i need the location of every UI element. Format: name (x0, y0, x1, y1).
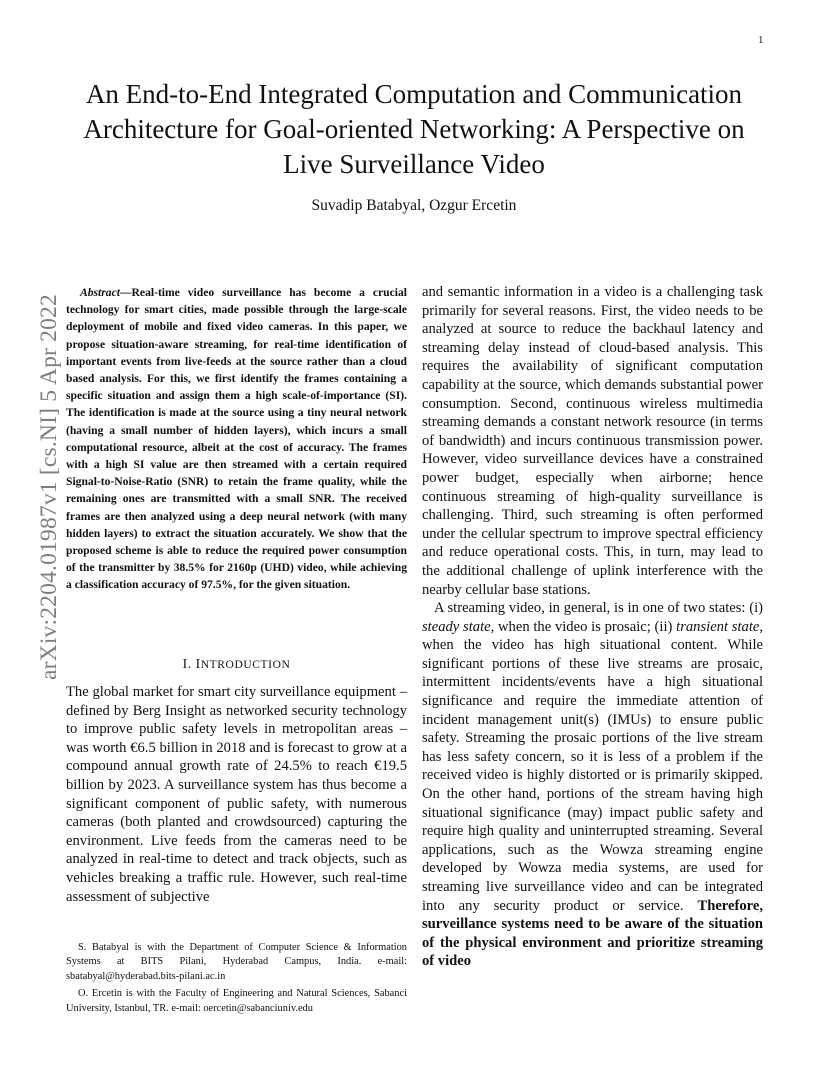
paper-title: An End-to-End Integrated Computation and Communication Architecture for Goal-oriented Networking: A Perspective on Live Surveillance Video (83, 79, 745, 179)
footnote-author-2: O. Ercetin is with the Faculty of Engineering and Natural Sciences, Sabanci University, Istanbul, TR. e-mail: oercetin@sabanciuniv.edu (66, 988, 407, 1014)
intro-paragraph: The global market for smart city surveillance equipment – defined by Berg Insight as networked security technology to improve public safety levels in metropolitan areas – was worth €6.5 billion in 2018 and is forecast to grow at a compound annual growth rate of 24.5% to reach €19.5 billion by 2023. A surveillance system has thus become a significant component of public safety, with numerous cameras (both planted and crowdsourced) capturing the environment. Live feeds from the cameras need to be analyzed in real-time to detect and track objects, such as vehicles breaking a traffic rule. However, such real-time assessment of subjective (66, 684, 407, 905)
abstract-text: —Real-time video surveillance has become a crucial technology for smart cities, made possible through the large-scale deployment of mobile and fixed video cameras. In this paper, we propose situation-aware streaming, for real-time identification of important events from live-feeds at the source rather than a cloud based analysis. For this, we first identify the frames containing a specific situation and assign them a high scale-of-importance (SI). The identification is made at the source using a tiny neural network (having a small number of hidden layers), which incurs a small computational resource, albeit at the cost of accuracy. The frames with a high SI value are then streamed with a certain required Signal-to-Noise-Ratio (SNR) to retain the frame quality, while the remaining ones are transmitted with a small SNR. The received frames are then analyzed using a deep neural network (with many hidden layers) to extract the situation accurately. We show that the proposed scheme is able to reduce the required power consumption of the transmitter by 38.5% for 2160p (UHD) video, while achieving a classification accuracy of 97.5%, for the given situation. (66, 286, 407, 592)
right-column (422, 283, 763, 971)
footnotes (66, 941, 407, 1019)
para2-text-3: , when the video has high situational content. While significant portions of these live streams are prosaic, intermittent incidents/events have a high situational significance and require the immediate attention of incident management unit(s) (IMUs) to ensure public safety. Streaming the prosaic portions of the live stream has less safety concern, so it is less of a problem if the received video is highly distorted or is primarily skipped. On the other hand, portions of the stream having high situational significance (may) impact public safety and require high quality and uninterrupted streaming. Several applications, such as the Wowza streaming engine developed by Wowza media systems, are used for streaming live surveillance video and can be integrated into any security product or service. (422, 618, 764, 914)
page-number: 1 (758, 34, 764, 46)
abstract (66, 284, 407, 594)
arxiv-identifier: arXiv:2204.01987v1 [cs.NI] 5 Apr 2022 (36, 294, 62, 680)
term-steady-state: steady state (422, 618, 491, 635)
section-heading-introduction (66, 656, 407, 672)
footnote-author-1: S. Batabyal is with the Department of Computer Science & Information Systems at BITS Pilani, Hyderabad Campus, India. e-mail: sbatabyal@hyderabad.bits-pilani.ac.in (66, 942, 407, 982)
section-number: I. I (182, 656, 201, 671)
para2-text-1: A streaming video, in general, is in one of two states: (i) (434, 600, 763, 617)
para2-text-2: , when the video is prosaic; (ii) (490, 618, 677, 635)
body-paragraph-2 (422, 599, 763, 971)
author-list: Suvadip Batabyal, Ozgur Ercetin (311, 197, 517, 214)
term-transient-state: transient state (676, 618, 760, 635)
body-paragraph-1: and semantic information in a video is a challenging task primarily for several reasons. First, the video needs to be analyzed at source to reduce the backhaul latency and streaming delay instead of cloud-based analysis. This requires the availability of significant computation capability at the source, which demands substantial power consumption. Second, continuous wireless multimedia streaming demands a constant network resource (in terms of bandwidth) and incurs continuous transmission power. However, video surveillance devices have a constrained power budget, especially when airborne; hence continuous streaming of high-quality surveillance is challenging. Third, such streaming is often performed under the cellular spectrum to improve spectral efficiency and reduce operational costs. This, in turn, may lead to the additional challenge of uplink interference with the nearby cellular base stations. (422, 284, 763, 598)
para2-emphasis: Therefore, surveillance systems need to be aware of the situation of the physical environment and prioritize streaming of video (422, 897, 763, 970)
section-name: NTRODUCTION (200, 659, 291, 671)
abstract-label: Abstract (80, 286, 120, 299)
